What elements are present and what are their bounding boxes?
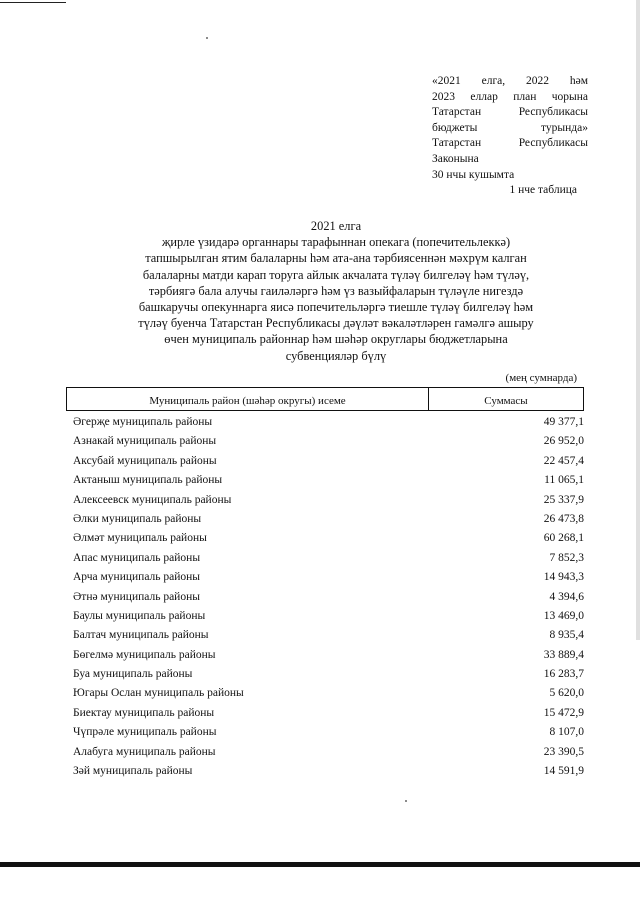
column-header-sum: Суммасы: [484, 395, 528, 407]
subvention-amount: 11 065,1: [544, 474, 584, 487]
district-name: Зәй муниципаль районы: [73, 765, 193, 778]
table-number: 1 нче таблица: [509, 184, 577, 196]
table-row: [73, 743, 584, 762]
district-name: Биектау муниципаль районы: [73, 706, 215, 719]
district-name: Буа муниципаль районы: [73, 668, 193, 681]
subvention-amount: 23 390,5: [543, 745, 584, 758]
top-edge-line: [0, 2, 66, 3]
scan-speck: [206, 37, 208, 39]
table-row: [73, 491, 584, 510]
table-row: [73, 684, 584, 703]
law-reference-line: 30 нчы кушымта: [432, 168, 515, 181]
district-name: Әтнә муниципаль районы: [73, 590, 200, 603]
table-row: [73, 549, 584, 568]
title-line: балаларны матди карап торуга айлык акчалата түләү билгеләү һәм түләү,: [142, 267, 530, 282]
subvention-amount: 8 935,4: [549, 629, 584, 642]
title-line: өчен муниципаль районнар һәм шәһәр округлары бюджетларына: [164, 332, 508, 347]
table-row: [73, 529, 584, 548]
law-reference-line: Татарстан Республикасы: [432, 106, 588, 119]
subvention-amount: 13 469,0: [543, 609, 584, 622]
subvention-amount: 33 889,4: [543, 648, 584, 661]
subvention-amount: 16 283,7: [543, 668, 584, 681]
district-name: Арча муниципаль районы: [73, 571, 201, 584]
subvention-amount: 14 943,3: [543, 571, 584, 584]
title-line: түләү буенча Татарстан Республикасы дәүләт вәкаләтләрен гамәлгә ашыру: [138, 316, 534, 331]
subvention-amount: 7 852,3: [549, 551, 584, 564]
table-row: [73, 704, 584, 723]
table-row: [73, 723, 584, 742]
district-name: Бөгелмә муниципаль районы: [73, 648, 216, 661]
document-title: [96, 218, 576, 364]
table-row: [73, 588, 584, 607]
scan-edge-shadow: [636, 0, 640, 640]
district-name: Азнакай муниципаль районы: [73, 435, 217, 448]
subvention-amount: 22 457,4: [543, 454, 584, 467]
district-name: Әгерҗе муниципаль районы: [73, 416, 213, 428]
scan-speck: [405, 800, 407, 802]
title-line: җирле үзидарә органнары тарафыннан опекага (попечительлеккә): [161, 235, 511, 250]
subvention-amount: 14 591,9: [543, 765, 584, 778]
subvention-amount: 4 394,6: [549, 590, 584, 603]
table-row: [73, 413, 584, 432]
district-name: Алексеевск муниципаль районы: [73, 493, 232, 506]
district-name: Әлки муниципаль районы: [73, 512, 202, 525]
district-name: Баулы муниципаль районы: [73, 609, 206, 622]
subvention-amount: 49 377,1: [543, 416, 584, 428]
subvention-amount: 8 107,0: [549, 726, 584, 739]
unit-note: (мең сумнарда): [505, 372, 577, 384]
district-name: Югары Ослан муниципаль районы: [73, 687, 244, 700]
title-line: тәрбиягә бала алучы гаиләләргә һәм үз вазыйфаларын түләүле нигездә: [148, 283, 524, 298]
law-reference: [432, 74, 588, 183]
title-line: 2021 елга: [310, 219, 362, 233]
table-row: [73, 665, 584, 684]
district-name: Аксубай муниципаль районы: [73, 454, 217, 467]
table-row: [73, 471, 584, 490]
law-reference-line: «2021 елга, 2022 һәм: [432, 75, 588, 87]
district-name: Әлмәт муниципаль районы: [73, 532, 207, 545]
district-name: Алабуга муниципаль районы: [73, 745, 216, 758]
table-row: [73, 762, 584, 781]
table-row: [73, 607, 584, 626]
district-name: Апас муниципаль районы: [73, 551, 201, 564]
title-line: субвенцияләр бүлү: [285, 348, 387, 363]
subvention-amount: 60 268,1: [543, 532, 584, 545]
district-name: Актаныш муниципаль районы: [73, 474, 223, 487]
law-reference-line: Законына: [432, 152, 479, 165]
subvention-amount: 26 473,8: [543, 512, 584, 525]
subvention-amount: 25 337,9: [543, 493, 584, 506]
table-body: [73, 413, 584, 781]
law-reference-line: бюджеты турында»: [432, 121, 588, 134]
bottom-edge-bar: [0, 862, 640, 867]
table-row: [73, 432, 584, 451]
title-line: тапшырылган ятим балаларны һәм ата-ана тәрбиясеннән мәхрүм калган: [145, 251, 527, 266]
column-header-name: Муниципаль район (шәһәр округы) исеме: [67, 388, 429, 410]
law-reference-line: Татарстан Республикасы: [432, 137, 588, 150]
table-row: [73, 568, 584, 587]
table-row: [73, 626, 584, 645]
subvention-amount: 5 620,0: [549, 687, 584, 700]
district-name: Балтач муниципаль районы: [73, 629, 209, 642]
subvention-amount: 26 952,0: [543, 435, 584, 448]
table-row: [73, 452, 584, 471]
table-row: [73, 646, 584, 665]
table-row: [73, 510, 584, 529]
subvention-amount: 15 472,9: [543, 706, 584, 719]
table-header: [66, 387, 584, 411]
title-line: башкаручы опекуннарга яисә попечительләргә тиешле түләү билгеләү һәм: [138, 300, 534, 315]
district-name: Чүпрәле муниципаль районы: [73, 726, 217, 739]
law-reference-line: 2023 еллар план чорына: [432, 90, 588, 103]
